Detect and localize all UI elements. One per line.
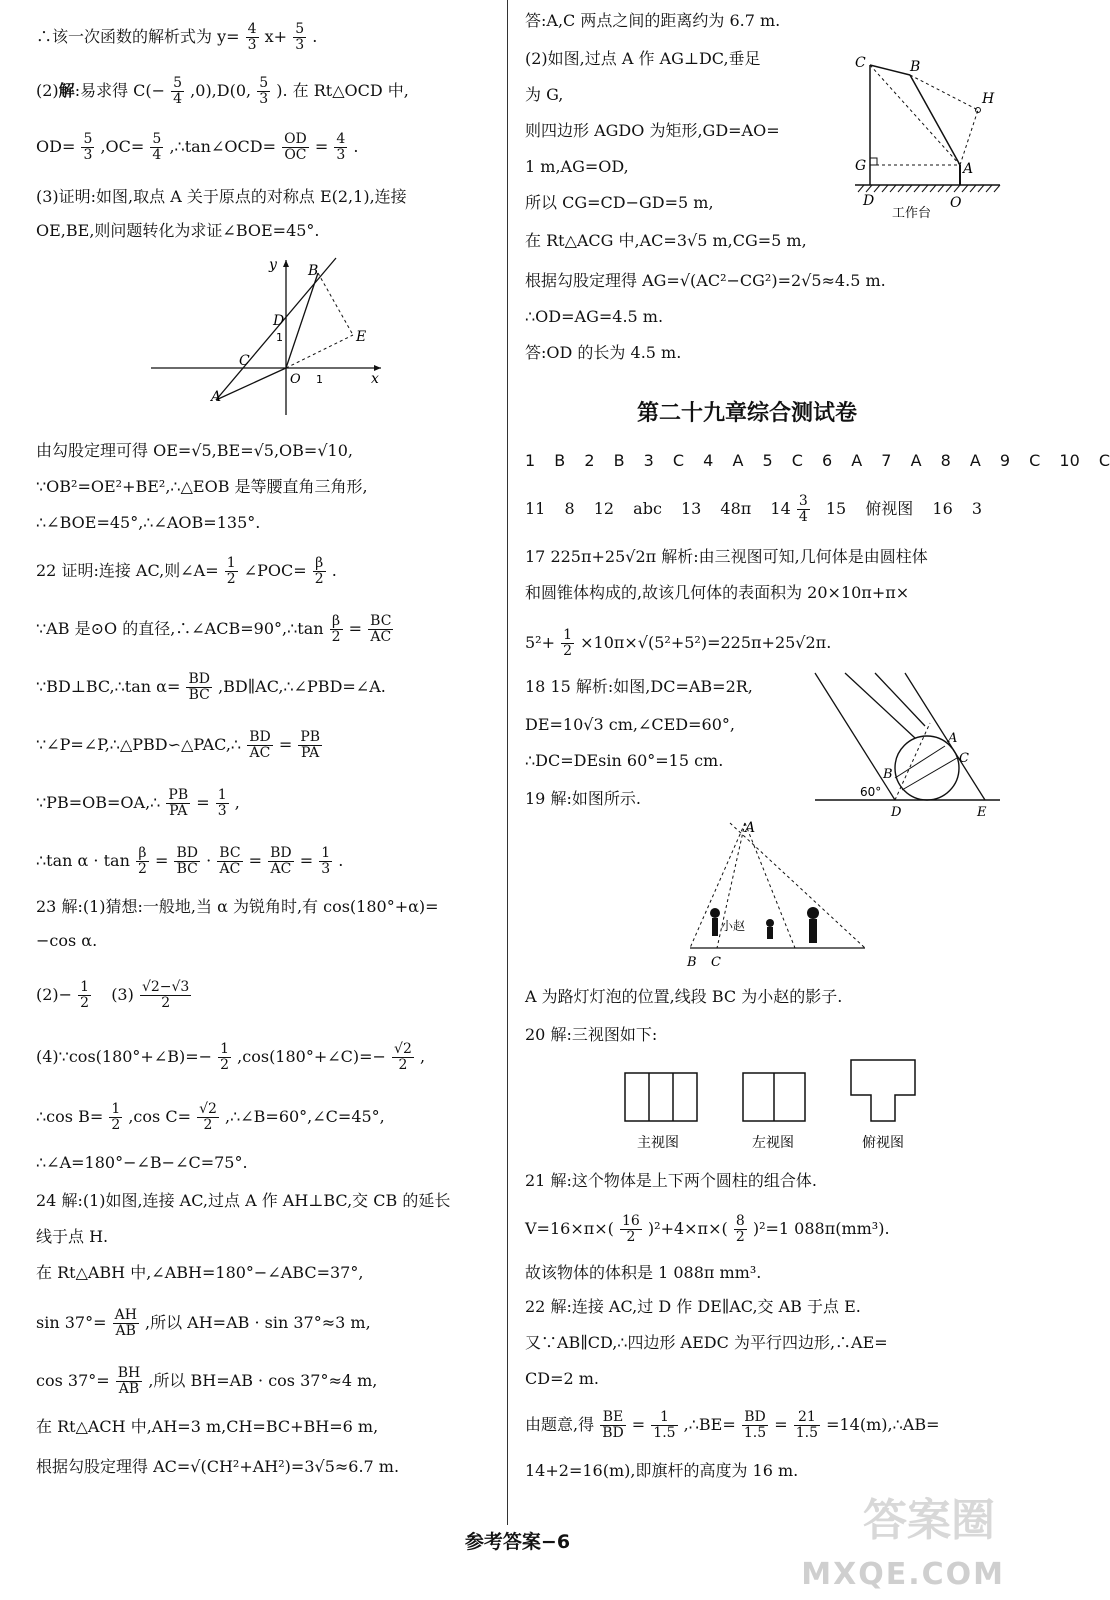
q24-line: 线于点 H. bbox=[36, 1227, 109, 1246]
svg-text:E: E bbox=[977, 805, 987, 820]
text-line: 则四边形 AGDO 为矩形,GD=AO= bbox=[525, 121, 780, 140]
q17-line: 17 225π+25√2π 解析:由三视图可知,几何体是由圆柱体 bbox=[525, 547, 928, 566]
text-line: 为 G, bbox=[525, 85, 564, 104]
svg-text:H: H bbox=[982, 91, 995, 107]
q24-line: 24 解:(1)如图,连接 AC,过点 A 作 AH⊥BC,交 CB 的延长 bbox=[36, 1191, 451, 1210]
svg-text:G: G bbox=[855, 158, 867, 174]
q24-line: 根据勾股定理得 AC=√(CH²+AH²)=3√5≈6.7 m. bbox=[36, 1457, 400, 1476]
text-line: 在 Rt△ACG 中,AC=3√5 m,CG=5 m, bbox=[525, 231, 807, 250]
svg-text:小赵: 小赵 bbox=[721, 919, 746, 933]
svg-text:A: A bbox=[948, 731, 958, 746]
q23-line: (4)∵cos(180°+∠B)=− $\frac{1}{2}$ ,cos(180°+∠C)=− $\frac{√2}{2}$ , bbox=[36, 1041, 426, 1073]
svg-text:D: D bbox=[891, 805, 902, 820]
svg-text:1: 1 bbox=[316, 373, 323, 386]
watermark-logo: 答案圈 bbox=[863, 1495, 995, 1546]
svg-text:60°: 60° bbox=[860, 785, 882, 799]
q22-line: 22 解:连接 AC,过 D 作 DE∥AC,交 AB 于点 E. bbox=[525, 1297, 861, 1316]
q17-line: 和圆锥体构成的,故该几何体的表面积为 20×10π+π× bbox=[525, 583, 910, 602]
svg-text:D: D bbox=[863, 193, 875, 209]
svg-text:A: A bbox=[963, 161, 974, 177]
sphere-shadow-figure bbox=[805, 668, 1005, 820]
q23-line: 23 解:(1)猜想:一般地,当 α 为锐角时,有 cos(180°+α)= bbox=[36, 897, 439, 916]
q22-line: 由题意,得 $\frac{BE}{BD}$ = $\frac{1}{1.5}$ ,∴BE= $\frac{BD}{1.5}$ = $\frac{21}{1.5}$ =14(m),∴AB= bbox=[525, 1409, 940, 1441]
text-line: 答:OD 的长为 4.5 m. bbox=[525, 343, 682, 362]
svg-text:B: B bbox=[910, 59, 921, 75]
q17-line: 5²+ $\frac{1}{2}$ ×10π×√(5²+5²)=225π+25√2π. bbox=[525, 627, 832, 659]
q22-line: ∵AB 是⊙O 的直径,∴∠ACB=90°,∴tan $\frac{\beta}{2}$ = $\frac{BC}{AC}$ bbox=[36, 613, 392, 645]
text-line: 根据勾股定理得 AG=√(AC²−CG²)=2√5≈4.5 m. bbox=[525, 271, 886, 290]
q18-line: DE=10√3 cm,∠CED=60°, bbox=[525, 715, 735, 734]
svg-text:O: O bbox=[950, 195, 962, 211]
page-footer: 参考答案−6 bbox=[464, 1531, 571, 1553]
q21-line: V=16×π×( $\frac{16}{2}$ )²+4×π×( $\frac{8}{2}$ )²=1 088π(mm³). bbox=[525, 1213, 890, 1245]
q22-line: ∵∠P=∠P,∴△PBD∽△PAC,∴ $\frac{BD}{AC}$ = $\frac{PB}{PA}$ bbox=[36, 729, 321, 761]
text-line: 所以 CG=CD−GD=5 m, bbox=[525, 193, 714, 212]
text-line: ∴OD=AG=4.5 m. bbox=[525, 307, 664, 326]
text-line: 1 m,AG=OD, bbox=[525, 157, 629, 176]
three-views-figure bbox=[615, 1055, 935, 1155]
svg-text:C: C bbox=[855, 55, 866, 71]
q19-line: 19 解:如图所示. bbox=[525, 789, 641, 808]
street-lamp-figure bbox=[675, 818, 875, 968]
front-view-shape bbox=[625, 1073, 697, 1121]
q19-caption: A 为路灯灯泡的位置,线段 BC 为小赵的影子. bbox=[525, 987, 843, 1006]
q22-line: 又∵AB∥CD,∴四边形 AEDC 为平行四边形,∴AE= bbox=[525, 1333, 888, 1352]
svg-text:C: C bbox=[959, 751, 969, 766]
q21-line: 21 解:这个物体是上下两个圆柱的组合体. bbox=[525, 1171, 817, 1190]
svg-text:y: y bbox=[269, 257, 277, 273]
workbench-figure bbox=[850, 45, 1010, 220]
svg-text:B: B bbox=[308, 263, 319, 279]
svg-text:C: C bbox=[711, 955, 721, 970]
section-title: 第二十九章综合测试卷 bbox=[637, 401, 858, 426]
text-line: ∵OB²=OE²+BE²,∴△EOB 是等腰直角三角形, bbox=[36, 477, 368, 496]
text-line: ∴∠BOE=45°,∴∠AOB=135°. bbox=[36, 513, 261, 532]
q20-line: 20 解:三视图如下: bbox=[525, 1025, 658, 1044]
svg-text:C: C bbox=[239, 353, 250, 369]
text-line: ∴该一次函数的解析式为 y= $\frac{4}{3}$ x+ $\frac{5}{3}$ . bbox=[36, 21, 318, 53]
svg-text:主视图: 主视图 bbox=[637, 1135, 679, 1151]
q24-line: 在 Rt△ABH 中,∠ABH=180°−∠ABC=37°, bbox=[36, 1263, 364, 1282]
q23-line: (2)− $\frac{1}{2}$ (3) $\frac{√2-√3}{2}$ bbox=[36, 979, 190, 1011]
text-line: 由勾股定理可得 OE=√5,BE=√5,OB=√10, bbox=[36, 441, 353, 460]
q18-line: 18 15 解析:如图,DC=AB=2R, bbox=[525, 677, 753, 696]
q22-line: CD=2 m. bbox=[525, 1369, 599, 1388]
q21-line: 故该物体的体积是 1 088π mm³. bbox=[525, 1263, 762, 1282]
text-line: OD= $\frac{5}{3}$ ,OC= $\frac{5}{4}$ ,∴tan∠OCD= $\frac{OD}{OC}$ = $\frac{4}{3}$ . bbox=[36, 131, 359, 163]
column-divider bbox=[507, 0, 508, 1525]
svg-text:左视图: 左视图 bbox=[752, 1135, 794, 1151]
answer-row: 11 8 12 abc 13 48π 14 $\frac{3}{4}$ 15 俯视图 16 3 bbox=[525, 493, 983, 525]
top-view-shape bbox=[851, 1060, 915, 1121]
q22-line: ∵PB=OB=OA,∴ $\frac{PB}{PA}$ = $\frac{1}{3}$ , bbox=[36, 787, 240, 819]
text-line: 答:A,C 两点之间的距离约为 6.7 m. bbox=[525, 11, 781, 30]
svg-text:工作台: 工作台 bbox=[892, 206, 932, 221]
text-line: (2)解:易求得 C(− $\frac{5}{4}$ ,0),D(0, $\frac{5}{3}$ ). 在 Rt△OCD 中, bbox=[36, 75, 409, 107]
coordinate-figure bbox=[146, 255, 386, 420]
svg-text:俯视图: 俯视图 bbox=[862, 1135, 904, 1151]
svg-text:B: B bbox=[883, 767, 893, 782]
q23-line: −cos α. bbox=[36, 931, 98, 950]
q18-line: ∴DC=DEsin 60°=15 cm. bbox=[525, 751, 724, 770]
text-line: (3)证明:如图,取点 A 关于原点的对称点 E(2,1),连接 bbox=[36, 187, 407, 206]
answer-row: 1 B 2 B 3 C 4 A 5 C 6 A 7 A 8 A 9 C 10 C bbox=[525, 451, 1110, 470]
q23-line: ∴cos B= $\frac{1}{2}$ ,cos C= $\frac{√2}{2}$ ,∴∠B=60°,∠C=45°, bbox=[36, 1101, 385, 1133]
fraction: $\frac{5}{3}$ bbox=[259, 75, 269, 107]
fraction: $\frac{5}{4}$ bbox=[173, 75, 183, 107]
text-line: OE,BE,则问题转化为求证∠BOE=45°. bbox=[36, 221, 320, 240]
fraction: $\frac{5}{3}$ bbox=[295, 21, 305, 53]
text-line: (2)如图,过点 A 作 AG⊥DC,垂足 bbox=[525, 49, 761, 68]
svg-text:D: D bbox=[273, 313, 285, 329]
svg-text:A: A bbox=[745, 820, 756, 836]
svg-text:x: x bbox=[371, 371, 379, 387]
q22-line: 14+2=16(m),即旗杆的高度为 16 m. bbox=[525, 1461, 799, 1480]
svg-text:O: O bbox=[290, 372, 301, 387]
q23-line: ∴∠A=180°−∠B−∠C=75°. bbox=[36, 1153, 248, 1172]
q22-line: 22 证明:连接 AC,则∠A= $\frac{1}{2}$ ∠POC= $\frac{\beta}{2}$ . bbox=[36, 555, 337, 587]
q22-line: ∴tan α · tan $\frac{\beta}{2}$ = $\frac{BD}{BC}$ · $\frac{BC}{AC}$ = $\frac{BD}{AC}$ = $\frac{1}{3}$ . bbox=[36, 845, 344, 877]
q24-line: cos 37°= $\frac{BH}{AB}$ ,所以 BH=AB · cos 37°≈4 m, bbox=[36, 1365, 378, 1397]
svg-text:1: 1 bbox=[276, 331, 283, 344]
svg-text:A: A bbox=[211, 389, 222, 405]
fraction: $\frac{4}{3}$ bbox=[247, 21, 257, 53]
svg-text:E: E bbox=[356, 329, 367, 345]
watermark: MXQE.COM bbox=[801, 1557, 1005, 1592]
svg-text:B: B bbox=[687, 955, 697, 970]
q24-line: 在 Rt△ACH 中,AH=3 m,CH=BC+BH=6 m, bbox=[36, 1417, 379, 1436]
q22-line: ∵BD⊥BC,∴tan α= $\frac{BD}{BC}$ ,BD∥AC,∴∠PBD=∠A. bbox=[36, 671, 386, 703]
q24-line: sin 37°= $\frac{AH}{AB}$ ,所以 AH=AB · sin 37°≈3 m, bbox=[36, 1307, 371, 1339]
